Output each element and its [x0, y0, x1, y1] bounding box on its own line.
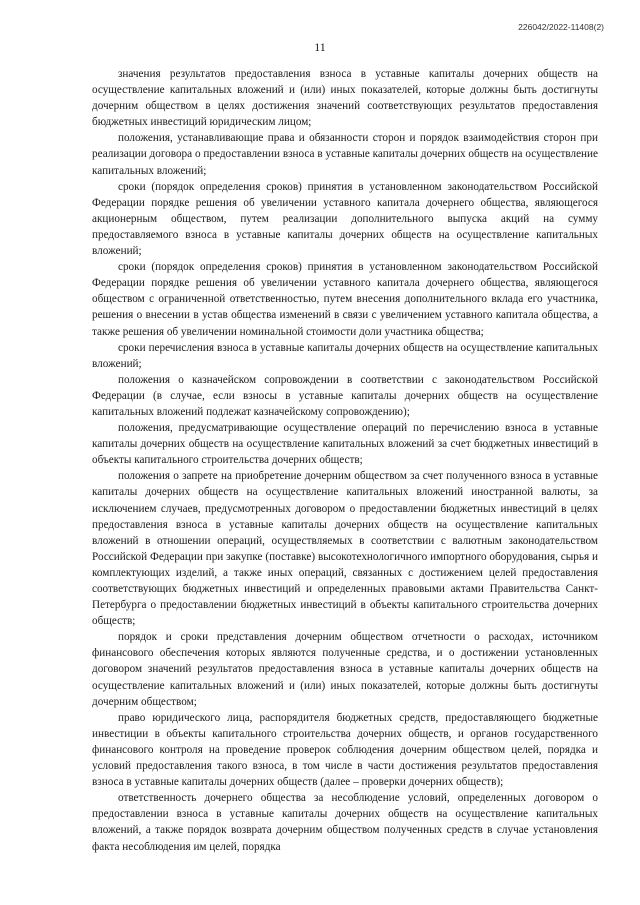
- paragraph: положения о казначейском сопровождении в соответствии с законодательством Российской Федерации (в случае, если взносы в уставные капиталы дочерних обществ на осуществление капитальных вложений подлежат казначейскому сопровождению);: [92, 373, 598, 418]
- paragraph: положения, предусматривающие осуществление операций по перечислению взноса в уставные капиталы дочерних обществ на осуществление капитальных вложений за счет бюджетных инвестиций в объекты капитального строительства дочерних обществ;: [92, 422, 598, 467]
- paragraph: сроки перечисления взноса в уставные капиталы дочерних обществ на осуществление капитальных вложений;: [92, 341, 598, 370]
- paragraph: сроки (порядок определения сроков) принятия в установленном законодательством Российской Федерации порядке решения об увеличении уставного капитала дочернего общества, являющегося обществом с ограниченной ответственностью, путем внесения дополнительного вклада его участника, решения о внесении в устав общества изменений в связи с увеличением уставного капитала общества, а также решения об увеличении номинальной стоимости доли участника общества;: [92, 261, 598, 338]
- paragraph: положения о запрете на приобретение дочерним обществом за счет полученного взноса в уставные капиталы дочерних обществ на осуществление капитальных вложений иностранной валюты, за исключением случаев, предусмотренных договором о предоставлении бюджетных инвестиций в целях предоставления взноса в уставные капиталы дочерних обществ на осуществление капитальных вложений в отношении операций, осуществляемых в соответствии с валютным законодательством Российской Федерации при закупке (поставке) высокотехнологичного импортного оборудования, сырья и комплектующих изделий, а также иных операций, связанных с достижением целей предоставления соответствующих бюджетных инвестиций и определенных правовыми актами Правительства Санкт-Петербурга о предоставлении бюджетных инвестиций в объекты капитального строительства дочерних обществ;: [92, 470, 598, 628]
- document-registration-number: 226042/2022-11408(2): [518, 22, 604, 32]
- paragraph: сроки (порядок определения сроков) принятия в установленном законодательством Российской Федерации порядке решения об увеличении уставного капитала дочернего общества, являющегося акционерным обществом, путем реализации дополнительного выпуска акций на сумму предоставляемого взноса в уставные капиталы дочерних обществ на осуществление капитальных вложений;: [92, 180, 598, 258]
- paragraph: значения результатов предоставления взноса в уставные капиталы дочерних обществ на осуществление капитальных вложений и (или) иных показателей, которые должны быть достигнуты дочерним обществом в целях достижения значений соответствующих результатов предоставления бюджетных инвестиций юридическим лицом;: [92, 68, 598, 129]
- paragraph: порядок и сроки представления дочерним обществом отчетности о расходах, источником финансового обеспечения которых являются полученные средства, и о достижении установленных договором значений результатов предоставления взноса в уставные капиталы дочерних обществ на осуществление капитальных вложений и (или) иных показателей, которые должны быть достигнуты дочерним обществом;: [92, 631, 598, 708]
- document-body: [92, 66, 598, 855]
- page-number: 11: [314, 40, 326, 54]
- paragraph: право юридического лица, распорядителя бюджетных средств, предоставляющего бюджетные инвестиции в объекты капитального строительства дочерних обществ, и органов государственного финансового контроля на проведение проверок соблюдения дочерним обществом целей, порядка и условий предоставления такого взноса, в том числе в части достижения результатов предоставления взноса в уставные капиталы дочерних обществ (далее – проверки дочерних обществ);: [92, 711, 598, 789]
- paragraph: положения, устанавливающие права и обязанности сторон и порядок взаимодействия сторон при реализации договора о предоставлении взноса в уставные капиталы дочерних обществ на осуществление капитальных вложений;: [92, 132, 598, 177]
- paragraph: ответственность дочернего общества за несоблюдение условий, определенных договором о предоставлении взноса в уставные капиталы дочерних обществ на осуществление капитальных вложений, а также порядок возврата дочерним обществом полученных средств в случае установления факта несоблюдения им целей, порядка: [92, 792, 598, 853]
